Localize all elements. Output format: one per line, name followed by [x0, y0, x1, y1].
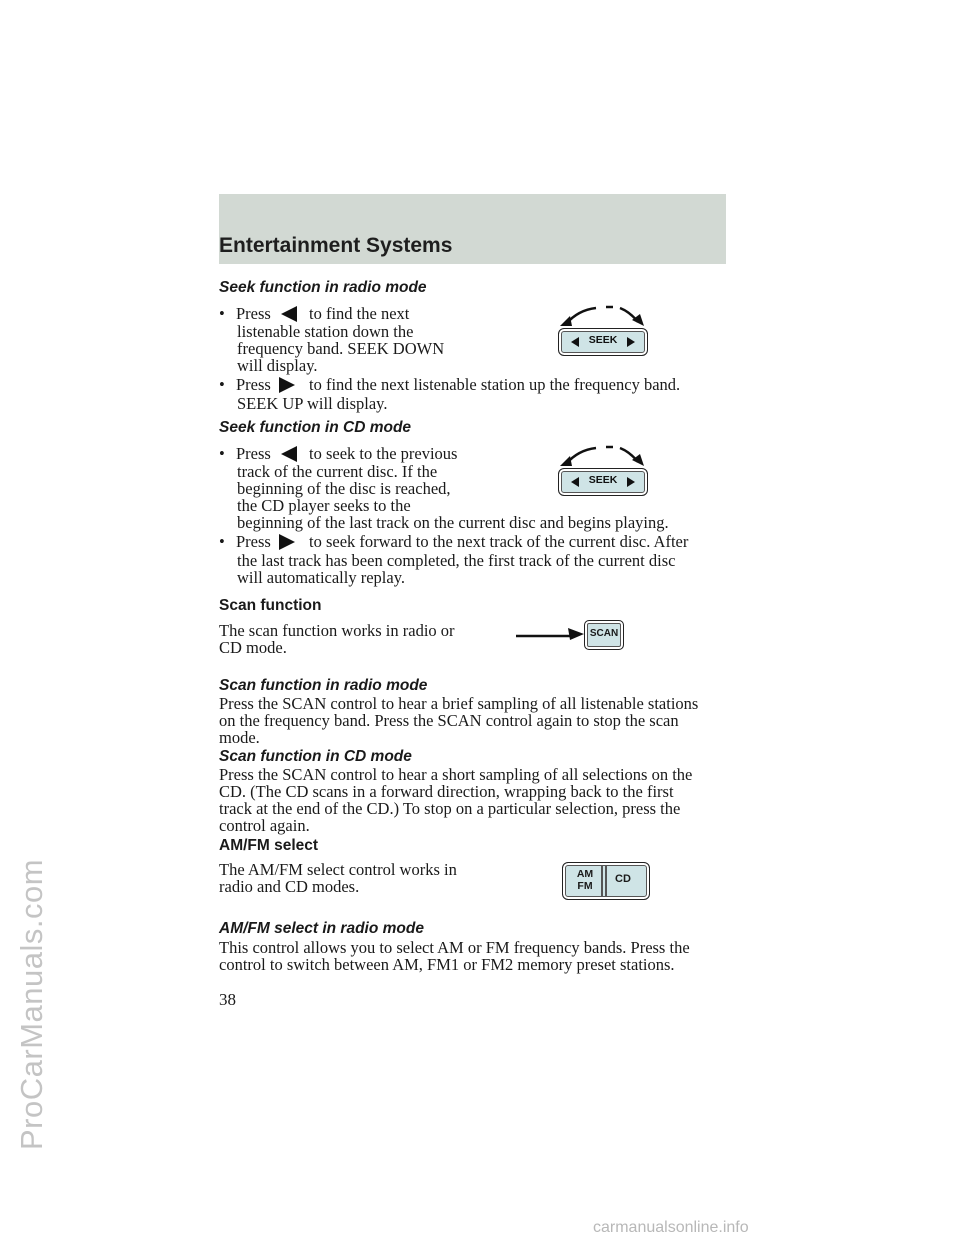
seek-arrows-icon — [558, 440, 648, 470]
section-header — [219, 194, 726, 264]
seek-radio-bullet-2: • Press to find the next listenable station up the frequency band. SEEK UP will display. — [219, 375, 681, 413]
seek-up-triangle-icon — [279, 534, 295, 550]
seek-cd-heading: Seek function in CD mode — [219, 419, 412, 436]
seek-cd-bullet-2: • Press to seek forward to the next track of the current disc. After the last track has been completed, the first track of the current disc will automatically replay. — [219, 532, 689, 587]
amfm-body: The AM/FM select control works in radio and CD modes. — [219, 860, 457, 896]
seek-radio-heading: Seek function in radio mode — [219, 279, 427, 296]
scan-button-illustration — [516, 618, 626, 650]
scan-radio-body: Press the SCAN control to hear a brief sampling of all listenable stations on the frequency band. Press the SCAN control again to stop the scan mode. — [219, 694, 699, 747]
seek-right-arrow-icon — [627, 337, 635, 347]
divider — [601, 866, 603, 896]
seek-right-arrow-icon — [627, 477, 635, 487]
scan-body: The scan function works in radio or CD mode. — [219, 621, 455, 657]
seek-arrows-icon — [558, 300, 648, 330]
seek-up-triangle-icon — [279, 377, 295, 393]
scan-heading: Scan function — [219, 597, 322, 614]
page-number: 38 — [219, 990, 236, 1009]
amfm-heading: AM/FM select — [219, 837, 319, 854]
amfm-radio-body: This control allows you to select AM or FM frequency bands. Press the control to switch between AM, FM1 or FM2 memory preset stations. — [219, 938, 690, 974]
scan-button: SCAN — [584, 620, 624, 650]
side-watermark-text: ProCarManuals.com — [14, 858, 49, 1150]
seek-down-triangle-icon — [281, 446, 297, 462]
amfm-radio-heading: AM/FM select in radio mode — [219, 920, 424, 937]
side-watermark — [14, 858, 54, 1190]
seek-button: SEEK — [558, 468, 648, 496]
footer-watermark: carmanualsonline.info — [593, 1219, 749, 1236]
pointer-arrow-icon — [516, 624, 586, 644]
seek-button-illustration — [558, 300, 648, 356]
seek-button: SEEK — [558, 328, 648, 356]
scan-cd-body: Press the SCAN control to hear a short sampling of all selections on the CD. (The CD scans in a forward direction, wrapping back to the first track at the end of the CD.) To stop on a particular selection, press the control again. — [219, 765, 693, 835]
section-title: Entertainment Systems — [219, 234, 453, 257]
seek-down-triangle-icon — [281, 306, 297, 322]
scan-cd-heading: Scan function in CD mode — [219, 748, 412, 765]
divider — [605, 866, 607, 896]
amfm-label: AM FM — [576, 868, 594, 892]
amfm-cd-button-illustration — [562, 862, 650, 900]
seek-radio-bullet-1: • Press to find the next listenable station down the frequency band. SEEK DOWN will display. — [219, 304, 445, 375]
seek-cd-bullet-1: • Press to seek to the previous track of the current disc. If the beginning of the disc is reached, the CD player seeks to the beginning of the last track on the current disc and begins playing. — [219, 444, 669, 532]
cd-label: CD — [615, 873, 631, 885]
scan-radio-heading: Scan function in radio mode — [219, 677, 428, 694]
seek-button-illustration-cd — [558, 440, 648, 496]
